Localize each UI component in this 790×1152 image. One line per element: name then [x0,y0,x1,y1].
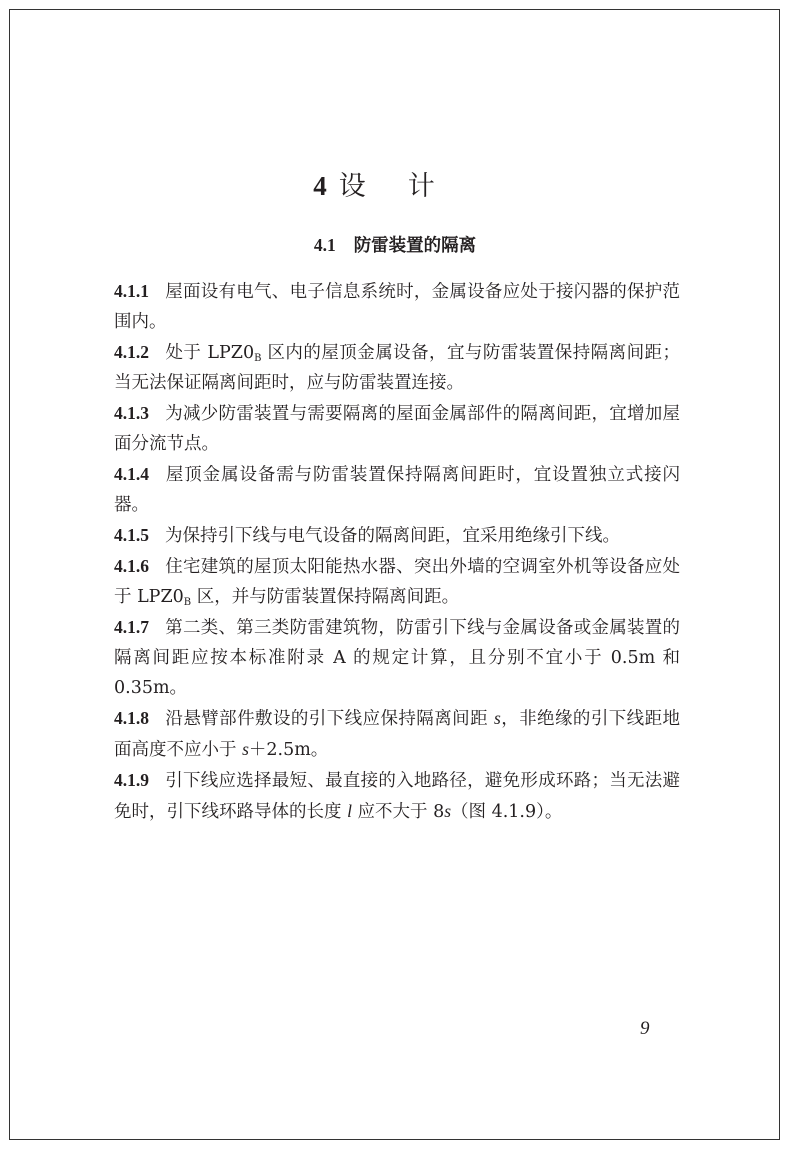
subscript-b: B [254,353,262,364]
clause-text: 屋面设有电气、电子信息系统时，金属设备应处于接闪器的保护范围内。 [114,282,680,332]
variable-l: l [347,801,352,821]
variable-s: s [444,801,452,821]
clause-4-1-9 [114,765,680,827]
clause-number: 4.1.9 [114,770,149,790]
clause-4-1-8 [114,703,680,765]
clause-text: 处于 LPZ0 [165,343,255,363]
section-number: 4.1 [313,235,336,255]
clause-text: 为保持引下线与电气设备的隔离间距，宜采用绝缘引下线。 [165,526,620,546]
chapter-title: 设计 [338,171,477,202]
clause-text: 应不大于 8 [351,802,445,822]
clause-text: （图 4.1.9）。 [451,802,563,822]
variable-s: s [493,708,501,728]
clause-number: 4.1.8 [114,708,149,728]
subscript-b: B [183,597,192,608]
clause-number: 4.1.1 [114,281,149,301]
chapter-number: 4 [313,171,327,201]
variable-s: s [242,739,249,759]
clause-number: 4.1.6 [114,556,149,576]
page-number: 9 [640,1018,650,1039]
clause-4-1-3 [114,398,680,459]
clause-4-1-6 [114,551,680,612]
clause-4-1-4 [114,459,680,520]
clause-4-1-1 [114,276,680,337]
clause-text: 区内的屋顶金属设备，宜与防雷装置保持隔离间距；当无法保证隔离间距时，应与防雷装置连接。 [114,343,680,393]
clause-number: 4.1.3 [114,403,149,423]
clause-text: 第二类、第三类防雷建筑物，防雷引下线与金属设备或金属装置的隔离间距应按本标准附录 A 的规定计算，且分别不宜小于 0.5m 和 0.35m。 [114,618,680,698]
section-heading [0,232,790,259]
clause-list [114,276,680,827]
clause-text: 区，并与防雷装置保持隔离间距。 [191,587,460,607]
clause-4-1-2 [114,337,680,398]
clause-text: 沿悬臂部件敷设的引下线应保持隔离间距 [165,709,494,729]
clause-text: 住宅建筑的屋顶太阳能热水器、突出外墙的空调室外机等设备应处于 LPZ0 [114,557,680,607]
clause-text: ＋2.5m。 [248,740,329,760]
clause-text: ，非绝缘的引下线距地面高度不应小于 [114,709,681,760]
clause-text: 屋顶金属设备需与防雷装置保持隔离间距时，宜设置独立式接闪器。 [114,465,680,515]
clause-number: 4.1.7 [114,617,149,637]
chapter-heading [0,168,790,205]
clause-text: 引下线应选择最短、最直接的入地路径，避免形成环路；当无法避免时，引下线环路导体的长度 [114,771,680,822]
section-title: 防雷装置的隔离 [353,236,477,256]
clause-4-1-7 [114,612,680,703]
clause-number: 4.1.4 [114,464,149,484]
clause-text: 为减少防雷装置与需要隔离的屋面金属部件的隔离间距，宜增加屋面分流节点。 [114,404,680,454]
clause-number: 4.1.5 [114,525,149,545]
clause-number: 4.1.2 [114,342,149,362]
clause-4-1-5 [114,520,680,551]
